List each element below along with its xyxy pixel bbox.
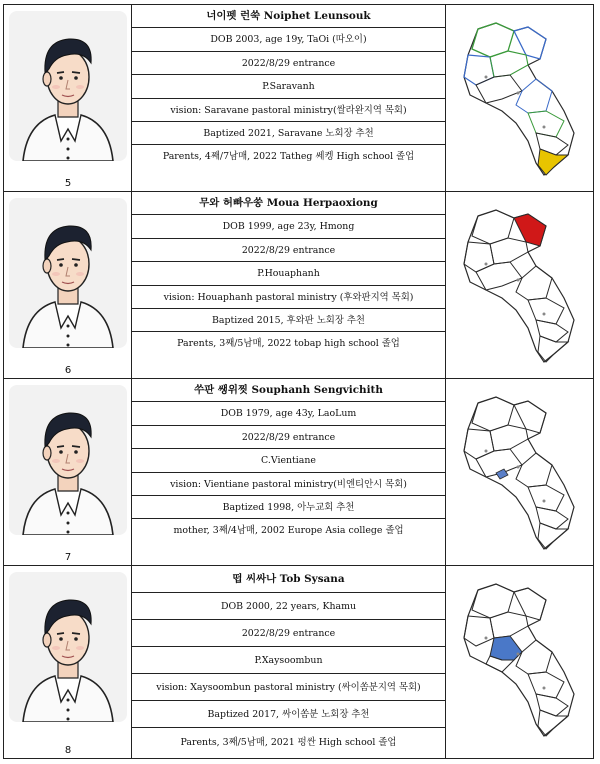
student-portrait (9, 198, 127, 348)
student-table (3, 4, 594, 759)
record-number: 7 (64, 552, 72, 563)
student-baptism: Baptized 1998, 아누교회 추천 (132, 496, 445, 519)
student-photo-cell (4, 192, 132, 378)
student-name: 무와 허빠우쑹 Moua Herpaoxiong (132, 192, 445, 215)
laos-map-cell (446, 5, 593, 191)
student-province: C.Vientiane (132, 449, 445, 472)
student-vision: vision: Houaphanh pastoral ministry (후와판지역 목회) (132, 286, 445, 309)
student-record (4, 566, 593, 758)
student-photo-cell (4, 566, 132, 758)
student-record (4, 192, 593, 379)
laos-map-cell (446, 379, 593, 565)
student-record (4, 5, 593, 192)
student-baptism: Baptized 2015, 후와판 노회장 추천 (132, 309, 445, 332)
student-info (132, 5, 446, 191)
student-family: mother, 3째/4남매, 2002 Europe Asia college 졸업 (173, 525, 404, 537)
laos-province-map (456, 576, 584, 741)
student-province: P.Houaphanh (132, 262, 445, 285)
student-dob: DOB 1999, age 23y, Hmong (132, 215, 445, 238)
student-family: Parents, 3째/5남매, 2022 tobap high school 졸업 (177, 338, 400, 350)
student-name: 떱 씨싸나 Tob Sysana (132, 566, 445, 593)
student-info (132, 379, 446, 565)
student-vision: vision: Xaysoombun pastoral ministry (싸이쏨분지역 목회) (132, 674, 445, 701)
laos-map-cell (446, 192, 593, 378)
student-entrance: 2022/8/29 entrance (132, 239, 445, 262)
student-baptism: Baptized 2017, 싸이쏨분 노회장 추천 (132, 701, 445, 728)
student-baptism: Baptized 2021, Saravane 노회장 추천 (132, 122, 445, 145)
laos-map-cell (446, 566, 593, 758)
student-entrance: 2022/8/29 entrance (132, 426, 445, 449)
record-number: 6 (64, 365, 72, 376)
student-entrance: 2022/8/29 entrance (132, 52, 445, 75)
student-province: P.Xaysoombun (132, 647, 445, 674)
student-record (4, 379, 593, 566)
student-family: Parents, 4째/7남매, 2022 Tatheg 쎄켕 High school 졸업 (162, 151, 415, 163)
student-vision: vision: Vientiane pastoral ministry(비엔티안시 목회) (132, 473, 445, 496)
student-dob: DOB 1979, age 43y, LaoLum (132, 402, 445, 425)
record-number: 5 (64, 178, 72, 189)
student-entrance: 2022/8/29 entrance (132, 620, 445, 647)
record-number: 8 (64, 745, 72, 756)
student-portrait (9, 385, 127, 535)
student-family: Parents, 3째/5남매, 2021 펑싼 High school 졸업 (180, 737, 397, 748)
student-photo-cell (4, 5, 132, 191)
student-photo-cell (4, 379, 132, 565)
student-info (132, 192, 446, 378)
student-portrait (9, 11, 127, 161)
student-dob: DOB 2003, age 19y, TaOi (따오이) (132, 28, 445, 51)
student-dob: DOB 2000, 22 years, Khamu (132, 593, 445, 620)
student-info (132, 566, 446, 758)
student-name: 너이펫 런쑥 Noiphet Leunsouk (132, 5, 445, 28)
laos-province-map (456, 389, 584, 554)
laos-province-map (456, 202, 584, 367)
student-portrait (9, 572, 127, 722)
laos-province-map (456, 15, 584, 180)
student-vision: vision: Saravane pastoral ministry(쌀라완지역 목회) (132, 99, 445, 122)
student-name: 쑤판 쌩위찟 Souphanh Sengvichith (132, 379, 445, 402)
student-province: P.Saravanh (132, 75, 445, 98)
